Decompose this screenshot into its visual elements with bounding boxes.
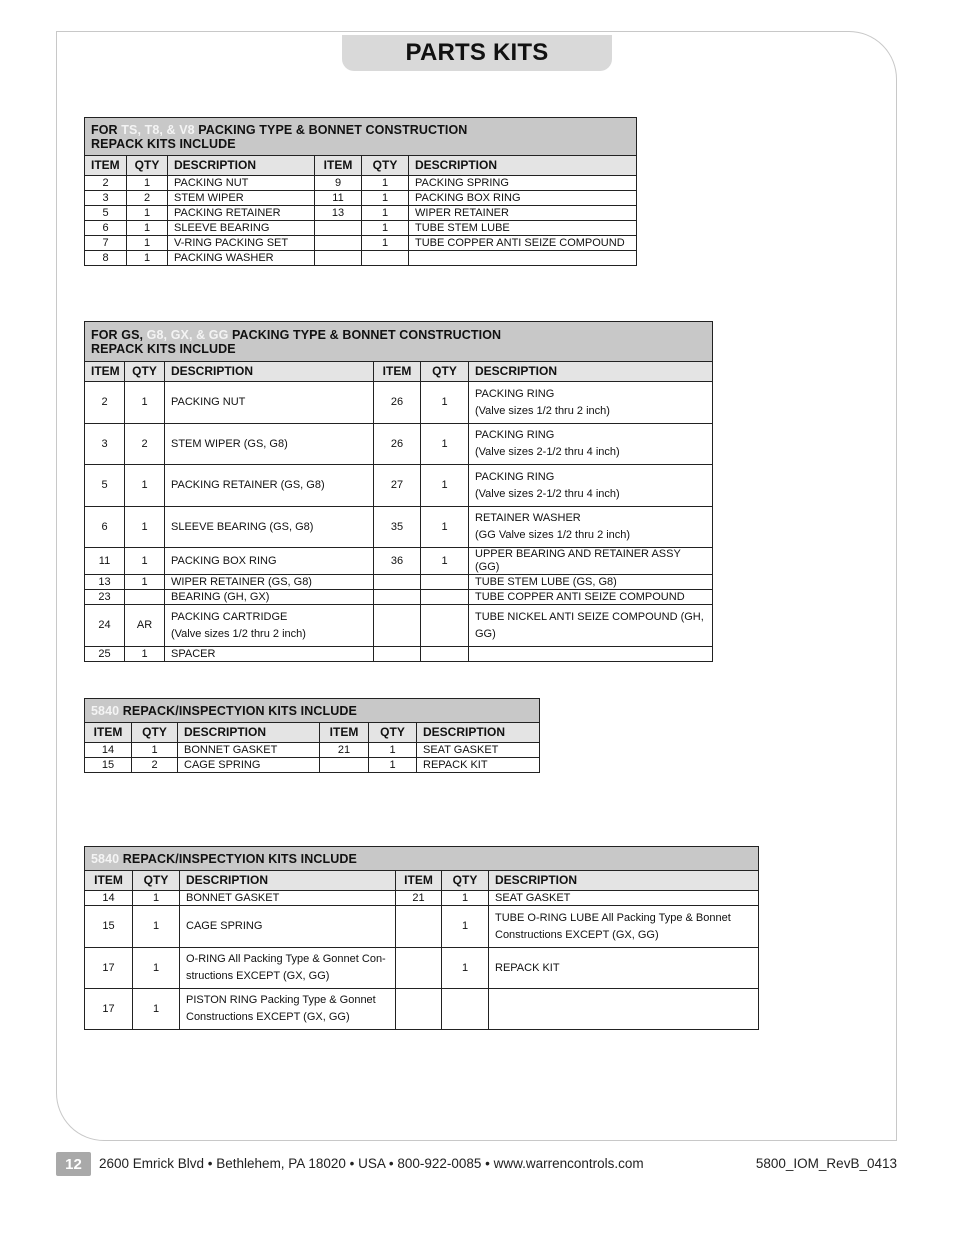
repack-kit-table-ts-t8-v8 — [84, 117, 637, 266]
qty-cell: 1 — [362, 206, 409, 221]
description-cell — [469, 382, 713, 424]
cell-subtext: (Valve sizes 1/2 thru 2 inch) — [171, 627, 306, 640]
qty-cell — [421, 507, 469, 548]
description-cell — [165, 647, 374, 662]
item-cell — [374, 465, 421, 507]
item-cell: 5 — [85, 206, 127, 221]
item-cell — [85, 465, 125, 507]
item-cell — [315, 251, 362, 266]
description-cell: BONNET GASKET — [180, 891, 396, 906]
description-cell — [469, 424, 713, 465]
description-cell: PACKING BOX RING — [409, 191, 637, 206]
table-header-row — [85, 871, 759, 891]
qty-cell: 1 — [442, 906, 489, 948]
qty-cell: 1 — [369, 758, 417, 773]
header-description: DESCRIPTION — [180, 871, 396, 891]
description-cell: TUBE STEM LUBE — [409, 221, 637, 236]
cell-text: AR — [136, 619, 153, 631]
item-cell: 15 — [85, 906, 133, 948]
cell-text: RETAINER WASHER — [475, 512, 581, 524]
description-cell — [469, 647, 713, 662]
item-cell: 14 — [85, 891, 133, 906]
description-cell: TUBE COPPER ANTI SEIZE COMPOUND — [409, 236, 637, 251]
table-row — [85, 948, 759, 989]
qty-cell: 1 — [127, 236, 168, 251]
cell-text: 13 — [98, 575, 111, 588]
cell-subtext: (GG Valve sizes 1/2 thru 2 inch) — [475, 529, 631, 541]
qty-cell: 1 — [362, 176, 409, 191]
item-cell — [374, 382, 421, 424]
description-cell — [409, 251, 637, 266]
item-cell: 11 — [315, 191, 362, 206]
description-cell — [469, 575, 713, 590]
cell-text: 1 — [441, 520, 448, 533]
page-title: PARTS KITS — [405, 39, 549, 66]
header-qty: QTY — [421, 362, 469, 382]
description-cell: PACKING SPRING — [409, 176, 637, 191]
qty-cell: 1 — [133, 948, 180, 989]
page-number-badge: 12 — [56, 1152, 91, 1176]
description-cell — [165, 605, 374, 647]
table-row — [85, 647, 713, 662]
description-cell: PISTON RING Packing Type & Gonnet Constructions EXCEPT (GX, GG) — [180, 989, 396, 1030]
header-item: ITEM — [396, 871, 442, 891]
item-cell — [315, 236, 362, 251]
header-description: DESCRIPTION — [168, 156, 315, 176]
cell-text: 2 — [141, 437, 148, 450]
table-row — [85, 251, 637, 266]
qty-cell — [125, 465, 165, 507]
header-qty: QTY — [133, 871, 180, 891]
highlighted-model: 5840 — [91, 704, 120, 718]
item-cell — [85, 548, 125, 575]
cell-text: 27 — [390, 479, 404, 491]
qty-cell — [125, 647, 165, 662]
cell-text: 1 — [141, 647, 148, 660]
table-header-row — [85, 723, 540, 743]
item-cell: 8 — [85, 251, 127, 266]
cell-text: TUBE NICKEL ANTI SEIZE COMPOUND (GH, GG) — [475, 610, 704, 640]
cell-text: 1 — [141, 575, 148, 588]
header-qty: QTY — [127, 156, 168, 176]
item-cell: 2 — [85, 176, 127, 191]
item-cell — [396, 906, 442, 948]
cell-text: 36 — [390, 554, 404, 567]
qty-cell: 1 — [362, 221, 409, 236]
cell-text: UPPER BEARING AND RETAINER ASSY (GG) — [475, 548, 681, 573]
table-row — [85, 191, 637, 206]
table-banner: FOR TS, T8, & V8 PACKING TYPE & BONNET CONSTRUCTION REPACK KITS INCLUDE — [85, 118, 637, 156]
qty-cell — [421, 647, 469, 662]
table-row — [85, 891, 759, 906]
item-cell — [374, 647, 421, 662]
qty-cell — [125, 548, 165, 575]
header-item: ITEM — [374, 362, 421, 382]
description-cell: WIPER RETAINER — [409, 206, 637, 221]
description-cell — [469, 507, 713, 548]
table-row — [85, 221, 637, 236]
table-row — [85, 989, 759, 1030]
highlighted-models: G8, GX, & GG — [146, 328, 229, 342]
item-cell — [320, 758, 369, 773]
header-qty: QTY — [362, 156, 409, 176]
qty-cell: 1 — [127, 221, 168, 236]
highlighted-models: TS, T8, & V8 — [121, 123, 195, 137]
highlighted-model: 5840 — [91, 852, 120, 866]
qty-cell: 1 — [369, 743, 417, 758]
qty-cell: 1 — [133, 906, 180, 948]
qty-cell: 1 — [362, 236, 409, 251]
description-cell: SEAT GASKET — [417, 743, 540, 758]
description-cell: SEAT GASKET — [489, 891, 759, 906]
cell-text: 26 — [390, 396, 404, 408]
item-cell — [396, 989, 442, 1030]
item-cell — [374, 575, 421, 590]
qty-cell: 1 — [442, 891, 489, 906]
header-qty: QTY — [132, 723, 178, 743]
header-item: ITEM — [320, 723, 369, 743]
cell-text: 5 — [101, 479, 108, 491]
cell-subtext: (Valve sizes 2-1/2 thru 4 inch) — [475, 487, 620, 500]
cell-text: 1 — [441, 396, 448, 408]
description-cell: STEM WIPER — [168, 191, 315, 206]
qty-cell: 1 — [127, 176, 168, 191]
cell-text: 1 — [441, 554, 448, 567]
description-cell — [165, 507, 374, 548]
qty-cell — [125, 507, 165, 548]
description-cell — [165, 590, 374, 605]
cell-text: TUBE STEM LUBE (GS, G8) — [475, 575, 617, 588]
cell-text: 24 — [98, 619, 111, 631]
description-cell: CAGE SPRING — [180, 906, 396, 948]
cell-text: SLEEVE BEARING (GS, G8) — [171, 520, 314, 533]
item-cell: 13 — [315, 206, 362, 221]
repack-inspection-kit-table-5840-a — [84, 698, 540, 773]
cell-subtext: (Valve sizes 2-1/2 thru 4 inch) — [475, 446, 620, 458]
description-cell: REPACK KIT — [489, 948, 759, 989]
qty-cell: 2 — [127, 191, 168, 206]
item-cell — [85, 575, 125, 590]
table-row — [85, 176, 637, 191]
qty-cell — [421, 548, 469, 575]
item-cell: 15 — [85, 758, 132, 773]
description-cell — [165, 465, 374, 507]
cell-text: 3 — [101, 437, 108, 450]
description-cell: CAGE SPRING — [178, 758, 320, 773]
table-row — [85, 465, 713, 507]
table-header-row — [85, 156, 637, 176]
table-row — [85, 548, 713, 575]
table-row — [85, 743, 540, 758]
footer-document-id: 5800_IOM_RevB_0413 — [755, 1156, 897, 1171]
qty-cell: 1 — [132, 743, 178, 758]
description-cell — [165, 548, 374, 575]
table-row — [85, 236, 637, 251]
cell-text: PACKING BOX RING — [171, 554, 277, 567]
item-cell — [315, 221, 362, 236]
description-cell — [469, 465, 713, 507]
qty-cell — [421, 382, 469, 424]
qty-cell — [125, 575, 165, 590]
qty-cell — [125, 605, 165, 647]
qty-cell — [125, 424, 165, 465]
item-cell: 9 — [315, 176, 362, 191]
description-cell — [165, 382, 374, 424]
table-header-row — [85, 362, 713, 382]
item-cell — [374, 548, 421, 575]
qty-cell: 1 — [362, 191, 409, 206]
cell-text: 2 — [101, 396, 108, 408]
description-cell: TUBE O-RING LUBE All Packing Type & Bonnet Constructions EXCEPT (GX, GG) — [489, 906, 759, 948]
cell-text: BEARING (GH, GX) — [171, 590, 270, 603]
item-cell — [374, 590, 421, 605]
cell-text: SPACER — [171, 647, 216, 660]
header-description: DESCRIPTION — [178, 723, 320, 743]
qty-cell — [442, 989, 489, 1030]
description-cell: BONNET GASKET — [178, 743, 320, 758]
item-cell — [85, 382, 125, 424]
item-cell — [374, 424, 421, 465]
item-cell — [396, 948, 442, 989]
description-cell: REPACK KIT — [417, 758, 540, 773]
title-tab — [342, 35, 612, 71]
header-description: DESCRIPTION — [489, 871, 759, 891]
cell-text: PACKING CARTRIDGE — [171, 610, 288, 623]
item-cell: 17 — [85, 989, 133, 1030]
cell-text: PACKING RETAINER (GS, G8) — [171, 479, 325, 491]
table-row — [85, 906, 759, 948]
description-cell — [489, 989, 759, 1030]
qty-cell — [421, 590, 469, 605]
qty-cell: 1 — [442, 948, 489, 989]
header-qty: QTY — [442, 871, 489, 891]
table-row — [85, 424, 713, 465]
cell-subtext: (Valve sizes 1/2 thru 2 inch) — [475, 404, 610, 417]
table-row — [85, 382, 713, 424]
repack-inspection-kit-table-5840-b — [84, 846, 759, 1030]
cell-text: 25 — [98, 647, 111, 660]
item-cell — [85, 507, 125, 548]
item-cell: 17 — [85, 948, 133, 989]
qty-cell: 1 — [133, 891, 180, 906]
header-qty: QTY — [125, 362, 165, 382]
qty-cell — [421, 575, 469, 590]
qty-cell — [421, 424, 469, 465]
header-item: ITEM — [85, 362, 125, 382]
table-banner: 5840 REPACK/INSPECTYION KITS INCLUDE — [85, 847, 759, 871]
cell-text: PACKING RING — [475, 429, 555, 441]
qty-cell: 1 — [127, 251, 168, 266]
description-cell: PACKING WASHER — [168, 251, 315, 266]
item-cell: 21 — [396, 891, 442, 906]
footer-address: 2600 Emrick Blvd • Bethlehem, PA 18020 • USA • 800-922-0085 • www.warrencontrols.com — [99, 1156, 644, 1171]
description-cell — [469, 590, 713, 605]
item-cell: 21 — [320, 743, 369, 758]
item-cell: 3 — [85, 191, 127, 206]
header-item: ITEM — [85, 156, 127, 176]
item-cell — [85, 590, 125, 605]
cell-text: TUBE COPPER ANTI SEIZE COMPOUND — [475, 590, 685, 603]
item-cell: 7 — [85, 236, 127, 251]
cell-text: 35 — [390, 520, 404, 533]
repack-kit-table-gs-g8-gx-gg — [84, 321, 713, 662]
header-item: ITEM — [315, 156, 362, 176]
description-cell — [165, 575, 374, 590]
qty-cell — [421, 605, 469, 647]
cell-text: 1 — [141, 479, 148, 491]
cell-text: PACKING RING — [475, 470, 555, 483]
item-cell — [85, 647, 125, 662]
cell-text: 1 — [441, 479, 448, 491]
description-cell — [469, 605, 713, 647]
qty-cell — [362, 251, 409, 266]
cell-text: 1 — [141, 554, 148, 567]
item-cell: 6 — [85, 221, 127, 236]
header-item: ITEM — [85, 871, 133, 891]
description-cell: O-RING All Packing Type & Gonnet Con-structions EXCEPT (GX, GG) — [180, 948, 396, 989]
qty-cell — [125, 382, 165, 424]
item-cell — [374, 507, 421, 548]
header-description: DESCRIPTION — [165, 362, 374, 382]
description-cell: PACKING RETAINER — [168, 206, 315, 221]
header-description: DESCRIPTION — [469, 362, 713, 382]
table-row — [85, 206, 637, 221]
cell-text: 11 — [98, 554, 111, 567]
item-cell — [374, 605, 421, 647]
item-cell: 14 — [85, 743, 132, 758]
description-cell — [165, 424, 374, 465]
table-row — [85, 590, 713, 605]
qty-cell — [125, 590, 165, 605]
item-cell — [85, 424, 125, 465]
cell-text: PACKING RING — [475, 387, 555, 400]
header-item: ITEM — [85, 723, 132, 743]
cell-text: 23 — [98, 590, 111, 603]
description-cell: SLEEVE BEARING — [168, 221, 315, 236]
cell-text: 1 — [441, 437, 448, 450]
table-row — [85, 605, 713, 647]
cell-text: 6 — [101, 520, 108, 533]
item-cell — [85, 605, 125, 647]
description-cell: V-RING PACKING SET — [168, 236, 315, 251]
table-row — [85, 507, 713, 548]
cell-text: PACKING NUT — [171, 396, 246, 408]
table-banner: 5840 REPACK/INSPECTYION KITS INCLUDE — [85, 699, 540, 723]
qty-cell — [421, 465, 469, 507]
cell-text: 1 — [141, 396, 148, 408]
table-row — [85, 575, 713, 590]
header-description: DESCRIPTION — [409, 156, 637, 176]
table-banner: FOR GS, G8, GX, & GG PACKING TYPE & BONNET CONSTRUCTION REPACK KITS INCLUDE — [85, 322, 713, 362]
table-row — [85, 758, 540, 773]
cell-text: 26 — [390, 437, 404, 450]
cell-text: STEM WIPER (GS, G8) — [171, 437, 288, 450]
qty-cell: 1 — [133, 989, 180, 1030]
header-description: DESCRIPTION — [417, 723, 540, 743]
header-qty: QTY — [369, 723, 417, 743]
description-cell: PACKING NUT — [168, 176, 315, 191]
qty-cell: 2 — [132, 758, 178, 773]
cell-text: WIPER RETAINER (GS, G8) — [171, 575, 312, 588]
description-cell — [469, 548, 713, 575]
cell-text: 1 — [141, 520, 148, 533]
qty-cell: 1 — [127, 206, 168, 221]
